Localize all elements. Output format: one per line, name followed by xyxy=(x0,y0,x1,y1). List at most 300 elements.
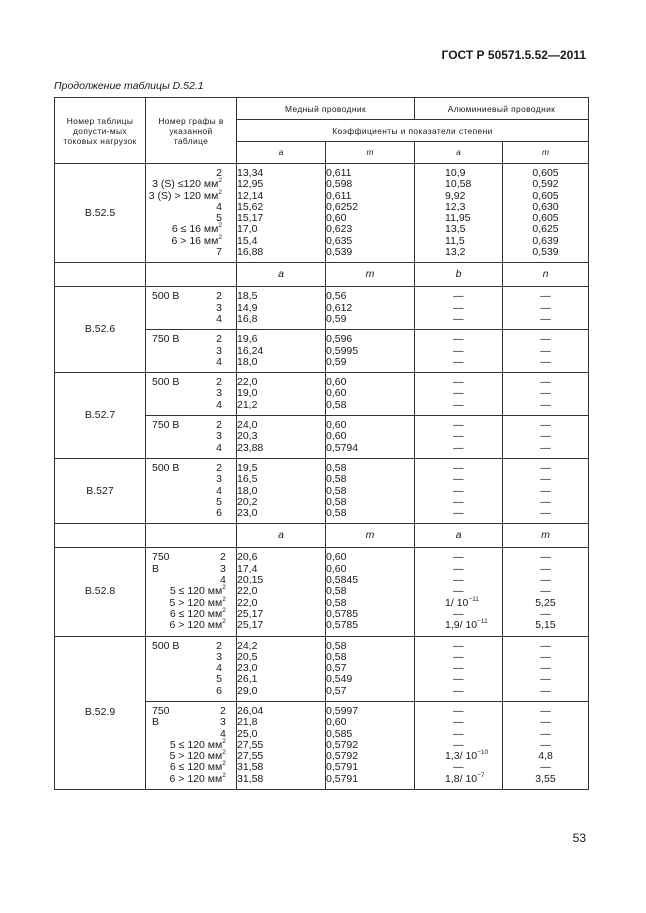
value: — xyxy=(540,419,551,432)
graph-cell xyxy=(146,287,237,330)
value: — xyxy=(540,441,551,454)
value: — xyxy=(540,585,551,598)
value: 21,2 xyxy=(237,398,258,411)
header-aluminium: Алюминиевый проводник xyxy=(415,98,589,120)
value: 1,3/ $10^{-10}$ xyxy=(445,749,489,763)
graph-number: 2 xyxy=(216,290,222,303)
symbol-cell: m xyxy=(326,263,415,287)
value-cell xyxy=(237,458,326,523)
voltage-prefix: 500 В xyxy=(152,290,180,303)
graph-number: 3 xyxy=(216,387,222,400)
value: — xyxy=(540,738,551,751)
value: 0,58 xyxy=(326,585,347,598)
value-cell xyxy=(326,164,415,263)
data-group-row xyxy=(55,164,589,263)
value: 31,58 xyxy=(237,772,264,785)
graph-number: 3 xyxy=(216,430,222,443)
value: — xyxy=(540,639,551,652)
value-cell xyxy=(415,701,503,789)
data-group-row xyxy=(55,636,589,701)
graph-number: 4 xyxy=(216,662,222,675)
value: 18,5 xyxy=(237,290,258,303)
graph-number: 5 ≤ 120 $мм^2$ xyxy=(169,737,226,751)
value: — xyxy=(453,639,464,652)
graph-number: 2 xyxy=(216,419,222,432)
value: 22,0 xyxy=(237,376,258,389)
graph-number: 3 xyxy=(216,473,222,486)
graph-number: 6 > 120 $мм^2$ xyxy=(169,771,226,785)
value: 0,58 xyxy=(326,495,347,508)
graph-number: 2 xyxy=(216,461,222,474)
value: 20,5 xyxy=(237,650,258,663)
value: 19,6 xyxy=(237,333,258,346)
symbol-cell: n xyxy=(503,263,589,287)
table-caption: Продолжение таблицы D.52.1 xyxy=(54,80,204,92)
value-cell xyxy=(237,164,326,263)
value: 16,88 xyxy=(237,246,264,259)
value: 11,95 xyxy=(445,212,471,225)
value: — xyxy=(540,761,551,774)
value: 0,5791 xyxy=(326,761,359,774)
value-cell xyxy=(326,330,415,373)
value: 0,5791 xyxy=(326,772,359,785)
value-cell xyxy=(415,416,503,459)
graph-cell xyxy=(146,164,237,263)
value-cell xyxy=(237,701,326,789)
value: 0,539 xyxy=(326,246,353,259)
value: 0,623 xyxy=(326,223,353,236)
data-group-row xyxy=(55,287,589,330)
value-cell xyxy=(415,373,503,416)
symbol-cell: a xyxy=(237,524,326,548)
graph-cell xyxy=(146,416,237,459)
value: 13,2 xyxy=(445,246,466,259)
value: 0,5997 xyxy=(326,704,359,717)
value: 16,24 xyxy=(237,344,264,357)
table-ref-label: B.52.5 xyxy=(55,164,146,263)
value: — xyxy=(540,430,551,443)
value: — xyxy=(453,761,464,774)
value: 26,1 xyxy=(237,673,258,686)
value: 17,0 xyxy=(237,223,258,236)
graph-number: 6 xyxy=(216,684,222,697)
symbol-cell: a xyxy=(415,524,503,548)
value: 0,630 xyxy=(532,200,559,213)
value-cell xyxy=(326,548,415,636)
graph-number: 5 xyxy=(216,212,222,225)
value: — xyxy=(453,473,464,486)
value: 13,5 xyxy=(445,223,466,236)
value: — xyxy=(540,355,551,368)
graph-number: 2 xyxy=(220,704,226,717)
header-sub: a xyxy=(237,142,326,164)
value: 0,59 xyxy=(326,312,347,325)
graph-number: 6 ≤ 120 $мм^2$ xyxy=(169,760,226,774)
value: — xyxy=(453,484,464,497)
value: 10,9 xyxy=(445,167,466,179)
value-cell xyxy=(237,330,326,373)
graph-number: 3 xyxy=(220,562,226,575)
value-cell xyxy=(326,701,415,789)
value: 0,549 xyxy=(326,673,353,686)
value-cell xyxy=(503,636,589,701)
value-cell xyxy=(415,458,503,523)
value: 4,8 xyxy=(538,750,553,763)
value: 0,57 xyxy=(326,684,347,697)
value-cell xyxy=(503,548,589,636)
value: — xyxy=(453,650,464,663)
header-sub: m xyxy=(503,142,589,164)
value: 0,60 xyxy=(326,376,347,389)
data-group-row xyxy=(55,548,589,636)
value: — xyxy=(453,607,464,620)
graph-number: 3 xyxy=(220,716,226,729)
graph-number: 4 xyxy=(220,727,226,740)
value: 1/ $10^{-11}$ xyxy=(445,595,479,609)
value: — xyxy=(540,727,551,740)
table-ref-label: B.52.7 xyxy=(55,373,146,459)
value-cell xyxy=(237,636,326,701)
value: — xyxy=(540,507,551,520)
symbol-row xyxy=(55,524,589,548)
value: 20,15 xyxy=(237,574,264,587)
value-cell xyxy=(415,164,503,263)
value-cell xyxy=(415,548,503,636)
value-cell xyxy=(503,701,589,789)
value: 0,60 xyxy=(326,387,347,400)
value: 22,0 xyxy=(237,585,258,598)
document-header: ГОСТ Р 50571.5.52—2011 xyxy=(441,48,586,62)
empty-cell xyxy=(146,263,237,287)
graph-number: 3 xyxy=(216,650,222,663)
graph-number: 5 ≤ 120 $мм^2$ xyxy=(169,584,226,598)
value: 0,605 xyxy=(532,167,559,179)
voltage-prefix: 750 В xyxy=(152,551,170,575)
value: — xyxy=(453,333,464,346)
value: — xyxy=(453,684,464,697)
graph-number: 6 > 16 $мм^2$ xyxy=(171,233,222,247)
value: — xyxy=(453,574,464,587)
table-ref-label: B.52.8 xyxy=(55,548,146,636)
graph-number: 2 xyxy=(216,376,222,389)
header-table-number: Номер таблицы допусти-мых токовых нагрузок xyxy=(55,98,146,164)
value: — xyxy=(453,585,464,598)
value: 0,58 xyxy=(326,507,347,520)
value-cell xyxy=(237,548,326,636)
value: — xyxy=(453,716,464,729)
value: — xyxy=(540,301,551,314)
graph-number: 2 xyxy=(220,551,226,564)
graph-number: 4 xyxy=(216,484,222,497)
value: — xyxy=(540,473,551,486)
value: — xyxy=(453,312,464,325)
value: — xyxy=(453,430,464,443)
voltage-prefix: 500 В xyxy=(152,461,180,474)
value-cell xyxy=(237,416,326,459)
value: 0,56 xyxy=(326,290,347,303)
value: 17,4 xyxy=(237,562,258,575)
value: — xyxy=(540,562,551,575)
value: — xyxy=(540,650,551,663)
value: — xyxy=(453,662,464,675)
graph-number: 5 xyxy=(216,673,222,686)
value-cell xyxy=(415,287,503,330)
graph-number: 4 xyxy=(216,200,222,213)
value-cell xyxy=(503,164,589,263)
value: — xyxy=(453,562,464,575)
value: 10,58 xyxy=(445,178,472,191)
value: 0,58 xyxy=(326,484,347,497)
value: — xyxy=(453,419,464,432)
value: 20,6 xyxy=(237,551,258,564)
graph-number: 7 xyxy=(216,246,222,259)
value-cell xyxy=(415,636,503,701)
value: — xyxy=(540,344,551,357)
symbol-cell: b xyxy=(415,263,503,287)
value: 23,0 xyxy=(237,662,258,675)
header-sub: m xyxy=(326,142,415,164)
value: — xyxy=(540,704,551,717)
value: 0,611 xyxy=(326,189,352,202)
value: — xyxy=(453,301,464,314)
value: 12,3 xyxy=(445,200,466,213)
graph-number: 2 xyxy=(216,333,222,346)
graph-number: 4 xyxy=(216,312,222,325)
value: 0,612 xyxy=(326,301,353,314)
value: 3,55 xyxy=(535,772,556,785)
value: 0,5792 xyxy=(326,738,359,751)
empty-cell xyxy=(146,524,237,548)
table-ref-label: B.527 xyxy=(55,458,146,523)
header-sub: a xyxy=(415,142,503,164)
graph-cell xyxy=(146,458,237,523)
value: 29,0 xyxy=(237,684,258,697)
graph-number: 2 xyxy=(216,167,222,179)
value: — xyxy=(540,484,551,497)
data-group-row xyxy=(55,373,589,416)
value: 0,6252 xyxy=(326,200,359,213)
value: 31,58 xyxy=(237,761,264,774)
empty-cell xyxy=(55,263,146,287)
value-cell xyxy=(326,373,415,416)
value: 27,55 xyxy=(237,738,264,751)
graph-number: 6 ≤ 16 $мм^2$ xyxy=(171,222,222,236)
value: 0,598 xyxy=(326,178,353,191)
value-cell xyxy=(503,330,589,373)
table-ref-label: B.52.6 xyxy=(55,287,146,373)
value-cell xyxy=(503,287,589,330)
value: 0,611 xyxy=(326,167,352,179)
value: 19,0 xyxy=(237,387,258,400)
value: 0,596 xyxy=(326,333,353,346)
graph-cell xyxy=(146,373,237,416)
value: — xyxy=(540,673,551,686)
graph-number: 3 xyxy=(216,301,222,314)
value: 0,57 xyxy=(326,662,347,675)
value: 23,0 xyxy=(237,507,258,520)
value: 5,15 xyxy=(535,619,556,632)
value: — xyxy=(453,461,464,474)
value: 19,5 xyxy=(237,461,258,474)
value: — xyxy=(453,376,464,389)
graph-cell xyxy=(146,548,237,636)
symbol-row xyxy=(55,263,589,287)
value: 21,8 xyxy=(237,716,258,729)
value: 0,60 xyxy=(326,212,347,225)
value: 27,55 xyxy=(237,750,264,763)
value: — xyxy=(540,376,551,389)
graph-cell xyxy=(146,330,237,373)
voltage-prefix: 500 В xyxy=(152,376,180,389)
value-cell xyxy=(326,416,415,459)
value-cell xyxy=(326,287,415,330)
value: 0,585 xyxy=(326,727,353,740)
value: 0,60 xyxy=(326,716,347,729)
graph-number: 4 xyxy=(220,574,226,587)
value: 1,9/ $10^{-11}$ xyxy=(445,618,488,632)
value: — xyxy=(453,441,464,454)
graph-cell xyxy=(146,701,237,789)
graph-number: 5 xyxy=(216,495,222,508)
value-cell xyxy=(237,373,326,416)
value: 0,58 xyxy=(326,639,347,652)
graph-number: 3 xyxy=(216,344,222,357)
value: 0,635 xyxy=(326,234,353,247)
value: — xyxy=(540,495,551,508)
voltage-prefix: 750 В xyxy=(152,419,180,432)
coefficients-table xyxy=(54,97,589,790)
value: 25,0 xyxy=(237,727,258,740)
value: 0,58 xyxy=(326,473,347,486)
value: 5,25 xyxy=(535,596,556,609)
value: — xyxy=(540,312,551,325)
value: 22,0 xyxy=(237,596,258,609)
value: — xyxy=(453,387,464,400)
value: 26,04 xyxy=(237,704,264,717)
graph-number: 4 xyxy=(216,441,222,454)
value: 13,34 xyxy=(237,167,264,179)
header-coefficients: Коэффициенты и показатели степени xyxy=(237,120,589,142)
value-cell xyxy=(503,458,589,523)
graph-number: 4 xyxy=(216,355,222,368)
value: — xyxy=(540,333,551,346)
voltage-prefix: 750 В xyxy=(152,333,180,346)
value: 0,5792 xyxy=(326,750,359,763)
value: 0,60 xyxy=(326,430,347,443)
value: — xyxy=(540,716,551,729)
value-cell xyxy=(326,636,415,701)
value: — xyxy=(453,727,464,740)
value-cell xyxy=(237,287,326,330)
empty-cell xyxy=(55,524,146,548)
value: — xyxy=(540,574,551,587)
value: — xyxy=(540,387,551,400)
graph-number: 6 ≤ 120 $мм^2$ xyxy=(169,606,226,620)
value: 25,17 xyxy=(237,607,264,620)
value: — xyxy=(453,355,464,368)
value: 18,0 xyxy=(237,484,258,497)
value: 0,5785 xyxy=(326,619,359,632)
value: 14,9 xyxy=(237,301,258,314)
header-copper: Медный проводник xyxy=(237,98,415,120)
value: 0,605 xyxy=(532,189,559,202)
value: 9,92 xyxy=(445,189,466,202)
symbol-cell: m xyxy=(503,524,589,548)
value: 0,5785 xyxy=(326,607,359,620)
voltage-prefix: 500 В xyxy=(152,639,180,652)
value: 24,0 xyxy=(237,419,258,432)
value: 16,5 xyxy=(237,473,258,486)
value: 12,95 xyxy=(237,178,264,191)
data-group-row xyxy=(55,458,589,523)
value: — xyxy=(453,398,464,411)
graph-number: 6 > 120 $мм^2$ xyxy=(169,618,226,632)
value: 0,5845 xyxy=(326,574,359,587)
value: 23,88 xyxy=(237,441,264,454)
value: 1,8/ $10^{-7}$ xyxy=(445,771,485,785)
value: 0,592 xyxy=(532,178,559,191)
header-graph-number: Номер графы в указанной таблице xyxy=(146,98,237,164)
value: 0,59 xyxy=(326,355,347,368)
value: 0,60 xyxy=(326,562,347,575)
value: 18,0 xyxy=(237,355,258,368)
value: 25,17 xyxy=(237,619,264,632)
value: 20,2 xyxy=(237,495,258,508)
value: — xyxy=(540,290,551,303)
value: — xyxy=(453,495,464,508)
voltage-prefix: 750 В xyxy=(152,704,170,729)
value: — xyxy=(453,290,464,303)
graph-number: 2 xyxy=(216,639,222,652)
value: — xyxy=(453,673,464,686)
symbol-cell: a xyxy=(237,263,326,287)
value: — xyxy=(540,662,551,675)
value: 0,58 xyxy=(326,398,347,411)
value: — xyxy=(540,461,551,474)
value: — xyxy=(453,704,464,717)
value: — xyxy=(453,738,464,751)
value: 0,60 xyxy=(326,551,347,564)
value: 0,639 xyxy=(532,234,559,247)
value: 15,62 xyxy=(237,200,264,213)
value: — xyxy=(453,507,464,520)
graph-number: 6 xyxy=(216,507,222,520)
graph-number: 3 (S) > 120 $мм^2$ xyxy=(148,188,222,202)
value: 12,14 xyxy=(237,189,264,202)
value: 0,625 xyxy=(532,223,559,236)
value: 0,60 xyxy=(326,419,347,432)
value: — xyxy=(540,551,551,564)
value: 0,58 xyxy=(326,461,347,474)
value-cell xyxy=(415,330,503,373)
value: — xyxy=(453,344,464,357)
page-number: 53 xyxy=(572,831,586,845)
value: 24,2 xyxy=(237,639,258,652)
value: 0,58 xyxy=(326,650,347,663)
value-cell xyxy=(503,416,589,459)
value: 0,605 xyxy=(532,212,559,225)
value: — xyxy=(540,607,551,620)
value: 0,5794 xyxy=(326,441,359,454)
graph-number: 5 > 120 $мм^2$ xyxy=(169,749,226,763)
value: 15,17 xyxy=(237,212,264,225)
value: 11,5 xyxy=(445,234,465,247)
value-cell xyxy=(326,458,415,523)
graph-cell xyxy=(146,636,237,701)
value: 20,3 xyxy=(237,430,258,443)
value: 0,58 xyxy=(326,596,347,609)
value: 15,4 xyxy=(237,234,258,247)
